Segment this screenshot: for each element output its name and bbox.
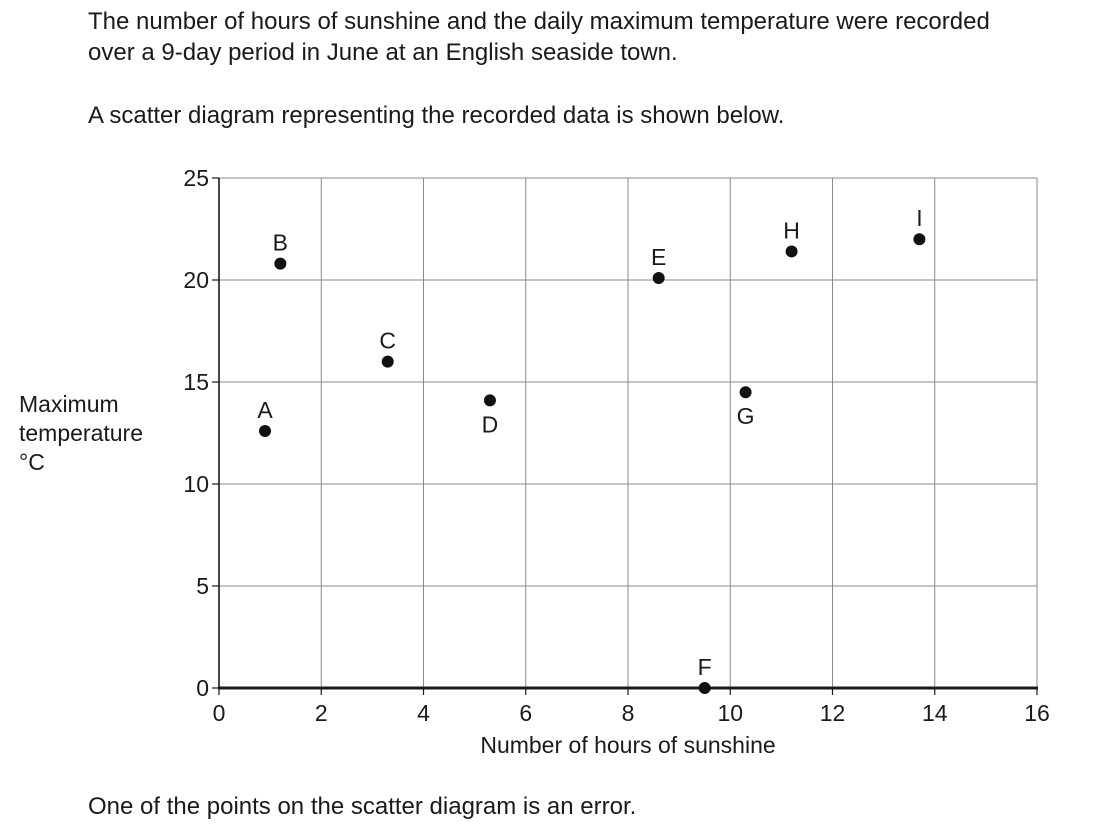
footer-text: One of the points on the scatter diagram is an error. xyxy=(88,793,637,820)
data-point-b xyxy=(274,258,286,270)
y-axis-label-line-1: Maximum xyxy=(19,391,119,417)
point-label-h: H xyxy=(783,217,800,244)
x-tick-label: 0 xyxy=(212,700,226,726)
intro-line-2: over a 9-day period in June at an English seaside town. xyxy=(88,39,678,66)
x-tick-label: 10 xyxy=(717,700,744,726)
data-point-e xyxy=(653,272,665,284)
tick-labels xyxy=(183,165,1049,726)
point-label-d: D xyxy=(481,411,499,438)
y-tick-label: 25 xyxy=(183,165,209,191)
y-tick-label: 0 xyxy=(196,675,209,701)
y-tick-label: 10 xyxy=(183,471,209,497)
x-tick-label: 4 xyxy=(417,700,430,726)
data-points xyxy=(257,205,925,694)
data-point-c xyxy=(382,356,394,368)
x-tick-label: 2 xyxy=(314,700,328,726)
data-point-g xyxy=(740,386,752,398)
y-tick-label: 20 xyxy=(183,267,209,293)
y-axis-label-line-3: °C xyxy=(19,449,45,475)
data-point-h xyxy=(786,245,798,257)
x-axis-label: Number of hours of sunshine xyxy=(480,732,776,758)
y-axis-label-line-2: temperature xyxy=(19,420,144,446)
data-point-a xyxy=(259,425,271,437)
intro-line-1: The number of hours of sunshine and the daily maximum temperature were recorded xyxy=(88,8,990,35)
point-label-b: B xyxy=(272,229,289,256)
point-label-i: I xyxy=(916,205,923,232)
x-tick-label: 6 xyxy=(519,700,533,726)
data-point-i xyxy=(913,233,925,245)
x-tick-label: 8 xyxy=(621,700,635,726)
x-tick-label: 12 xyxy=(819,700,846,726)
data-point-f xyxy=(699,682,711,694)
y-tick-label: 15 xyxy=(183,369,209,395)
point-label-e: E xyxy=(651,243,667,270)
point-label-g: G xyxy=(736,403,755,430)
data-point-d xyxy=(484,394,496,406)
point-label-a: A xyxy=(257,396,273,423)
point-label-c: C xyxy=(379,327,397,354)
x-tick-label: 16 xyxy=(1024,700,1050,726)
point-label-f: F xyxy=(697,654,712,680)
y-tick-label: 5 xyxy=(196,573,209,599)
grid-lines xyxy=(219,178,1037,688)
intro-line-3: A scatter diagram representing the recorded data is shown below. xyxy=(88,102,785,129)
x-tick-label: 14 xyxy=(921,700,948,726)
